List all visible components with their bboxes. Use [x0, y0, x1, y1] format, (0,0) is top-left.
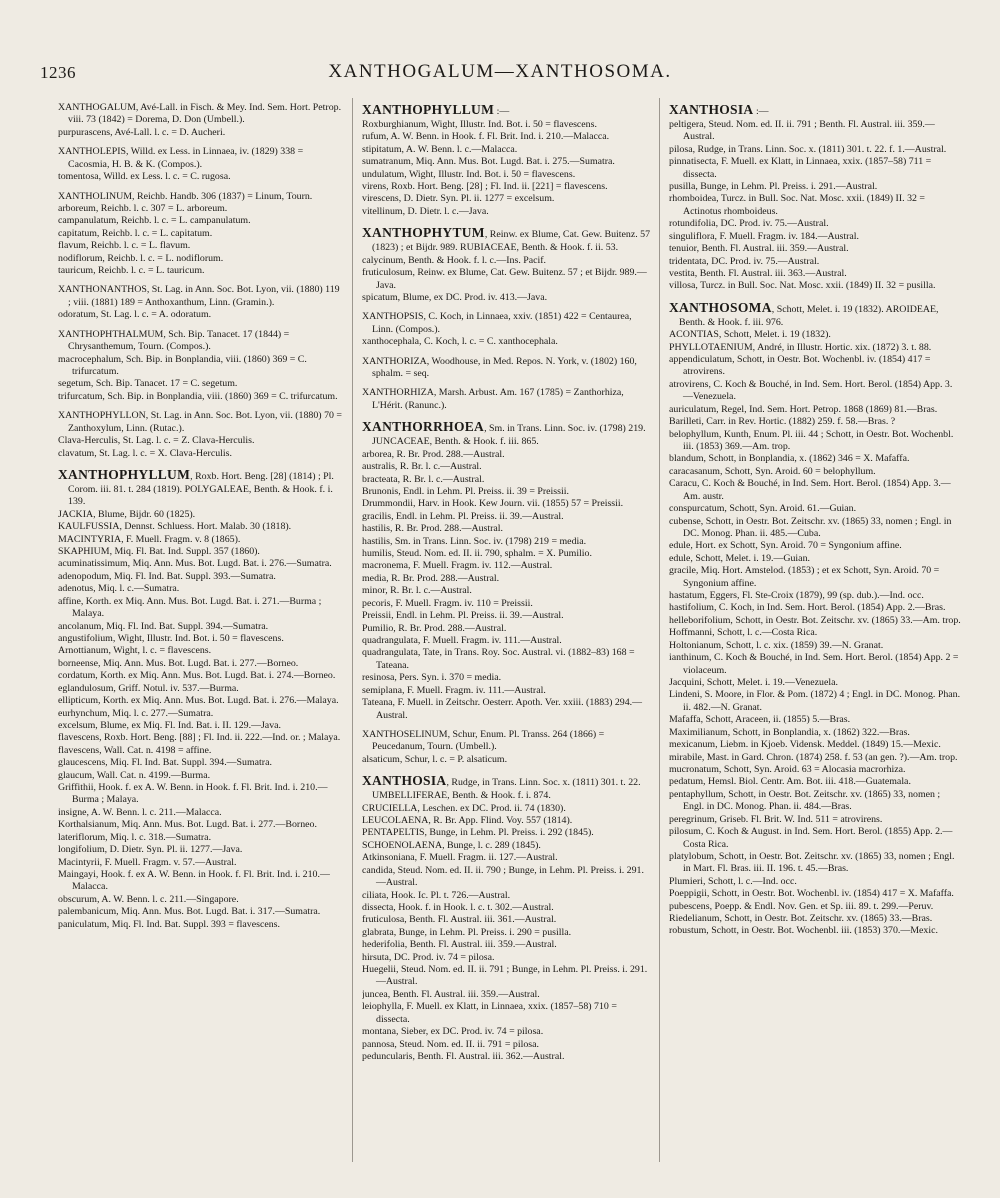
species-line: arboreum, Reichb. l. c. 307 = L. arboreum. [58, 202, 228, 214]
species-line: Clava-Herculis, St. Lag. l. c. = Z. Clava-Herculis. [58, 435, 255, 447]
species-line: Caracu, C. Koch & Bouché, in Ind. Sem. Hort. Berol. (1854) App. 3.—Am. austr. [669, 478, 951, 502]
species-line: auriculatum, Regel, Ind. Sem. Hort. Petrop. 1868 (1869) 81.—Bras. [669, 403, 938, 415]
index-entry [362, 419, 652, 722]
species-line: Maximilianum, Schott, in Bonplandia, x. (1862) 322.—Bras. [669, 726, 910, 738]
species-line: semiplana, F. Muell. Fragm. iv. 111.—Austral. [362, 684, 546, 696]
species-line: pilosum, C. Koch & August. in Ind. Sem. Hort. Berol. (1855) App. 2.—Costa Rica. [669, 826, 953, 850]
species-line: australis, R. Br. l. c.—Austral. [362, 461, 482, 473]
index-entry [362, 356, 652, 381]
species-line: Drummondii, Harv. in Hook. Kew Journ. vii. (1855) 57 = Preissii. [362, 498, 624, 510]
species-line: vitellinum, D. Dietr. l. c.—Java. [362, 205, 489, 217]
species-line: dissecta, Hook. f. in Hook. l. c. t. 302.—Austral. [362, 901, 554, 913]
species-line: blandum, Schott, in Bonplandia, x. (1862) 346 = X. Mafaffa. [669, 453, 910, 465]
species-line: Pumilio, R. Br. Prod. 288.—Austral. [362, 622, 507, 634]
species-line: peregrinum, Griseb. Fl. Brit. W. Ind. 511 = atrovirens. [669, 813, 883, 825]
species-line: hirsuta, DC. Prod. iv. 74 = pilosa. [362, 951, 495, 963]
species-line: Tateana, F. Muell. in Zeitschr. Oesterr. Apoth. Ver. xxiii. (1883) 294.—Austral. [362, 697, 642, 721]
species-line: edule, Hort. ex Schott, Syn. Aroid. 70 = Syngonium affine. [669, 540, 902, 552]
index-entry [58, 329, 342, 404]
species-line: Roxburghianum, Wight, Illustr. Ind. Bot. i. 50 = flavescens. [362, 118, 597, 130]
column-3 [669, 102, 961, 1168]
species-line: Riedelianum, Schott, in Oestr. Bot. Zeitschr. xv. (1865) 33.—Bras. [669, 913, 933, 925]
species-line: mucronatum, Schott, Syn. Aroid. 63 = Alocasia macrorhiza. [669, 763, 906, 775]
index-entry [669, 102, 961, 293]
species-line: Jacquini, Schott, Melet. i. 19.—Venezuela. [669, 677, 838, 689]
index-entry [362, 387, 652, 412]
species-line: sumatranum, Miq. Ann. Mus. Bot. Lugd. Bat. i. 275.—Sumatra. [362, 156, 615, 168]
page-number: 1236 [40, 63, 76, 82]
species-line: pannosa, Steud. Nom. ed. II. ii. 791 = pilosa. [362, 1038, 539, 1050]
index-entry [58, 410, 342, 460]
species-line: bracteata, R. Br. l. c.—Austral. [362, 473, 485, 485]
genus-heading: XANTHOPHTHALMUM, Sch. Bip. Tanacet. 17 (1844) = Chrysanthemum, Tourn. (Compos.). [58, 328, 290, 353]
genus-heading: XANTHORHIZA, Marsh. Arbust. Am. 167 (1785) = Zanthorhiza, L'Hérit. (Ranunc.). [362, 387, 624, 411]
genus-heading: XANTHOPHYTUM, Reinw. ex Blume, Cat. Gew. Buitenz. 57 (1823) ; et Bijdr. 989. RUBIACEAE, Benth. & Hook. f. ii. 53. [362, 225, 651, 254]
species-line: segetum, Sch. Bip. Tanacet. 17 = C. segetum. [58, 378, 238, 390]
species-line: glaucescens, Miq. Fl. Ind. Bat. Suppl. 394.—Sumatra. [58, 757, 272, 769]
species-line: candida, Steud. Nom. ed. II. ii. 790 ; Bunge, in Lehm. Pl. Preiss. i. 291.—Austral. [362, 864, 644, 889]
genus-heading: XANTHOLEPIS, Willd. ex Less. in Linnaea, iv. (1829) 338 = Cacosmia, H. B. & K. (Compos.). [58, 146, 304, 170]
species-line: glaucum, Wall. Cat. n. 4199.—Burma. [58, 769, 211, 781]
species-line: montana, Sieber, ex DC. Prod. iv. 74 = pilosa. [362, 1026, 544, 1038]
species-line: lateriflorum, Miq. l. c. 318.—Sumatra. [58, 831, 212, 843]
species-line: caracasanum, Schott, Syn. Aroid. 60 = belophyllum. [669, 465, 876, 477]
species-line: affine, Korth. ex Miq. Ann. Mus. Bot. Lugd. Bat. i. 271.—Burma ; Malaya. [58, 595, 322, 620]
species-line: odoratum, St. Lag. l. c. = A. odoratum. [58, 309, 212, 321]
index-entry [58, 146, 342, 183]
species-line: Barilleti, Carr. in Rev. Hortic. (1882) 259. f. 58.—Bras. ? [669, 416, 896, 428]
species-line: Poeppigii, Schott, in Oestr. Bot. Wochenbl. iv. (1854) 417 = X. Mafaffa. [669, 888, 954, 900]
species-line: palembanicum, Miq. Ann. Mus. Bot. Lugd. Bat. i. 317.—Sumatra. [58, 906, 321, 918]
index-entry [58, 102, 342, 139]
species-line: singuliflora, F. Muell. Fragm. iv. 184.—Austral. [669, 230, 860, 242]
species-line: robustum, Schott, in Oestr. Bot. Wochenbl. iii. (1853) 370.—Mexic. [669, 925, 938, 937]
species-line: macrocephalum, Sch. Bip. in Bonplandia, viii. (1860) 369 = C. trifurcatum. [58, 353, 307, 378]
index-entry [362, 225, 652, 304]
species-line: hastilis, R. Br. Prod. 288.—Austral. [362, 523, 503, 535]
species-line: longifolium, D. Dietr. Syn. Pl. ii. 1277.—Java. [58, 844, 243, 856]
genus-heading: XANTHOPHYLLUM :— [362, 102, 510, 117]
species-line: tenuior, Benth. Fl. Austral. iii. 359.—Austral. [669, 243, 849, 255]
species-line: platylobum, Schott, in Oestr. Bot. Zeitschr. xv. (1865) 33, nomen ; Engl. in Mart. Fl. Bras. iii. II. 196. t. 45.—Bras. [669, 850, 955, 875]
species-line: pecoris, F. Muell. Fragm. iv. 110 = Preissii. [362, 597, 533, 609]
species-line: edule, Schott, Melet. i. 19.—Guian. [669, 552, 810, 564]
species-line: flavum, Reichb. l. c. = L. flavum. [58, 240, 191, 252]
species-line: flavescens, Roxb. Hort. Beng. [88] ; Fl. Ind. ii. 222.—Ind. or. ; Malaya. [58, 732, 341, 744]
species-line: PHYLLOTAENIUM, André, in Illustr. Hortic. xix. (1872) 3. t. 88. [669, 341, 932, 353]
genus-heading: XANTHORIZA, Woodhouse, in Med. Repos. N. York, v. (1802) 160, sphalm. = seq. [362, 355, 637, 380]
genus-heading: XANTHOSIA, Rudge, in Trans. Linn. Soc. x. (1811) 301. t. 22. UMBELLIFERAE, Benth. & Hook. f. i. 874. [362, 773, 641, 802]
species-line: insigne, A. W. Benn. l. c. 211.—Malacca. [58, 806, 222, 818]
species-line: Atkinsoniana, F. Muell. Fragm. ii. 127.—Austral. [362, 852, 558, 864]
index-entry [58, 191, 342, 278]
species-line: ciliata, Hook. Ic. Pl. t. 726.—Austral. [362, 889, 511, 901]
genus-heading: XANTHORRHOEA, Sm. in Trans. Linn. Soc. iv. (1798) 219. JUNCACEAE, Benth. & Hook. f. iii. 865. [362, 419, 646, 448]
column-2 [362, 102, 652, 1168]
species-line: tomentosa, Willd. ex Less. l. c. = C. rugosa. [58, 171, 231, 183]
species-line: angustifolium, Wight, Illustr. Ind. Bot. i. 50 = flavescens. [58, 632, 284, 644]
index-entry [362, 773, 652, 1063]
column-divider [659, 98, 660, 1162]
species-line: gracile, Miq. Hort. Amstelod. (1853) ; et ex Schott, Syn. Aroid. 70 = Syngonium affine. [669, 565, 940, 589]
species-line: pinnatisecta, F. Muell. ex Klatt, in Linnaea, xxix. (1857–58) 711 = dissecta. [669, 156, 932, 180]
species-line: excelsum, Blume, ex Miq. Fl. Ind. Bat. i. II. 129.—Java. [58, 719, 281, 731]
species-line: fruticulosum, Reinw. ex Blume, Cat. Gew. Buitenz. 57 ; et Bijdr. 989.—Java. [362, 267, 647, 291]
species-line: helleborifolium, Schott, in Oestr. Bot. Zeitschr. xv. (1865) 33.—Am. trop. [669, 614, 961, 626]
species-line: ianthinum, C. Koch & Bouché, in Ind. Sem. Hort. Berol. (1854) App. 2 = violaceum. [669, 652, 959, 676]
index-entry [58, 467, 342, 931]
species-line: Lindeni, S. Moore, in Flor. & Pom. (1872) 4 ; Engl. in DC. Monog. Phan. ii. 482.—N. Granat. [669, 689, 961, 713]
species-line: quadrangulata, Tate, in Trans. Roy. Soc. Austral. vi. (1882–83) 168 = Tateana. [362, 647, 635, 671]
genus-heading: XANTHOPSIS, C. Koch, in Linnaea, xxiv. (1851) 422 = Centaurea, Linn. (Compos.). [362, 311, 632, 335]
species-line: hastilis, Sm. in Trans. Linn. Soc. iv. (1798) 219 = media. [362, 535, 587, 547]
species-line: Griffithii, Hook. f. ex A. W. Benn. in Hook. f. Fl. Brit. Ind. i. 210.—Burma ; Malaya. [58, 782, 328, 806]
species-line: adenopodum, Miq. Fl. Ind. Bat. Suppl. 393.—Sumatra. [58, 570, 276, 582]
species-line: CRUCIELLA, Leschen. ex DC. Prod. ii. 74 (1830). [362, 802, 566, 814]
species-line: media, R. Br. Prod. 288.—Austral. [362, 572, 500, 584]
species-line: MACINTYRIA, F. Muell. Fragm. v. 8 (1865). [58, 533, 241, 545]
species-line: stipitatum, A. W. Benn. l. c.—Malacca. [362, 143, 518, 155]
species-line: humilis, Steud. Nom. ed. II. ii. 790, sphalm. = X. Pumilio. [362, 548, 592, 560]
species-line: rhomboidea, Turcz. in Bull. Soc. Nat. Mosc. xxii. (1849) II. 32 = Actinotus rhomboideus. [669, 193, 925, 217]
index-entry [362, 729, 652, 766]
species-line: obscurum, A. W. Benn. l. c. 211.—Singapore. [58, 893, 239, 905]
species-line: Holtonianum, Schott, l. c. xix. (1859) 39.—N. Granat. [669, 639, 884, 651]
column-divider [352, 98, 353, 1162]
species-line: capitatum, Reichb. l. c. = L. capitatum. [58, 227, 213, 239]
genus-heading: XANTHOSELINUM, Schur, Enum. Pl. Transs. 264 (1866) = Peucedanum, Tourn. (Umbell.). [362, 728, 605, 753]
species-line: peduncularis, Benth. Fl. Austral. iii. 362.—Austral. [362, 1051, 565, 1063]
species-line: minor, R. Br. l. c.—Austral. [362, 585, 472, 597]
genus-heading: XANTHOGALUM, Avé-Lall. in Fisch. & Mey. Ind. Sem. Hort. Petrop. viii. 73 (1842) = Dorema, D. Don (Umbell.). [58, 102, 342, 126]
running-head: XANTHOGALUM—XANTHOSOMA. [328, 61, 672, 82]
species-line: nodiflorum, Reichb. l. c. = L. nodiflorum. [58, 252, 224, 264]
species-line: gracilis, Endl. in Lehm. Pl. Preiss. ii. 39.—Austral. [362, 510, 564, 522]
genus-heading: XANTHOSIA :— [669, 102, 769, 117]
species-line: peltigera, Steud. Nom. ed. II. ii. 791 ; Benth. Fl. Austral. iii. 359.—Austral. [669, 118, 935, 143]
species-line: mirabile, Mast. in Gard. Chron. (1874) 258. f. 53 (an gen. ?).—Am. trop. [669, 751, 958, 763]
species-line: Maingayi, Hook. f. ex A. W. Benn. in Hook. f. Fl. Brit. Ind. i. 210.—Malacca. [58, 868, 330, 893]
species-line: alsaticum, Schur, l. c. = P. alsaticum. [362, 753, 508, 765]
species-line: cubense, Schott, in Oestr. Bot. Zeitschr. xv. (1865) 33, nomen ; Engl. in DC. Monog. Phan. ii. 485.—Cuba. [669, 515, 952, 539]
species-line: ACONTIAS, Schott, Melet. i. 19 (1832). [669, 329, 831, 341]
species-line: hastatum, Eggers, Fl. Ste-Croix (1879), 99 (sp. dub.).—Ind. occ. [669, 590, 924, 602]
index-entry [362, 102, 652, 218]
species-line: vestita, Benth. Fl. Austral. iii. 363.—Austral. [669, 268, 847, 279]
genus-heading: XANTHOPHYLLUM, Roxb. Hort. Beng. [28] (1814) ; Pl. Corom. iii. 81. t. 284 (1819). POLYGALEAE, Benth. & Hook. f. i. 139. [58, 466, 334, 508]
species-line: Brunonis, Endl. in Lehm. Pl. Preiss. ii. 39 = Preissii. [362, 485, 569, 497]
species-line: atrovirens, C. Koch & Bouché, in Ind. Sem. Hort. Berol. (1854) App. 3.—Venezuela. [669, 378, 953, 403]
species-line: spicatum, Blume, ex DC. Prod. iv. 413.—Java. [362, 291, 548, 303]
genus-heading: XANTHONANTHOS, St. Lag. in Ann. Soc. Bot. Lyon, vii. (1880) 119 ; viii. (1881) 189 = Anthoxanthum, Linn. (Gramin.). [58, 284, 340, 308]
species-line: pubescens, Poepp. & Endl. Nov. Gen. et Sp. iii. 89. t. 299.—Peruv. [669, 900, 934, 912]
species-line: virens, Roxb. Hort. Beng. [28] ; Fl. Ind. ii. [221] = flavescens. [362, 181, 608, 193]
species-line: conspurcatum, Schott, Syn. Aroid. 61.—Guian. [669, 503, 857, 515]
index-entry [58, 284, 342, 321]
species-line: mexicanum, Liebm. in Kjoeb. Vidensk. Meddel. (1849) 15.—Mexic. [669, 739, 941, 751]
species-line: appendiculatum, Schott, in Oestr. Bot. Wochenbl. iv. (1854) 417 = atrovirens. [669, 354, 931, 378]
species-line: Huegelii, Steud. Nom. ed. II. ii. 791 ; Bunge, in Lehm. Pl. Preiss. i. 291.—Austral. [362, 964, 648, 988]
species-line: PENTAPELTIS, Bunge, in Lehm. Pl. Preiss. i. 292 (1845). [362, 827, 594, 839]
species-line: glabrata, Bunge, in Lehm. Pl. Preiss. i. 290 = pusilla. [362, 926, 572, 938]
species-line: Korthalsianum, Miq. Ann. Mus. Bot. Lugd. Bat. i. 277.—Borneo. [58, 819, 317, 831]
column-1 [58, 102, 342, 1168]
species-line: tridentata, DC. Prod. iv. 75.—Austral. [669, 255, 820, 267]
species-line: purpurascens, Avé-Lall. l. c. = D. Aucheri. [58, 126, 226, 138]
species-line: rotundifolia, DC. Prod. iv. 75.—Austral. [669, 218, 829, 230]
index-entry [669, 300, 961, 938]
species-line: hastifolium, C. Koch, in Ind. Sem. Hort. Berol. (1854) App. 2.—Bras. [669, 602, 946, 614]
species-line: pentaphyllum, Schott, in Oestr. Bot. Zeitschr. xv. (1865) 33, nomen ; Engl. in DC. Monog. Phan. ii. 484.—Bras. [669, 788, 941, 813]
species-line: arborea, R. Br. Prod. 288.—Austral. [362, 448, 505, 460]
species-line: macronema, F. Muell. Fragm. iv. 112.—Austral. [362, 560, 553, 572]
species-line: fruticulosa, Benth. Fl. Austral. iii. 361.—Austral. [362, 914, 557, 926]
species-line: paniculatum, Miq. Fl. Ind. Bat. Suppl. 393 = flavescens. [58, 918, 280, 930]
species-line: Preissii, Endl. in Lehm. Pl. Preiss. ii. 39.—Austral. [362, 610, 564, 622]
species-line: xanthocephala, C. Koch, l. c. = C. xanthocephala. [362, 336, 558, 348]
species-line: rufum, A. W. Benn. in Hook. f. Fl. Brit. Ind. i. 210.—Malacca. [362, 131, 610, 143]
species-line: pusilla, Bunge, in Lehm. Pl. Preiss. i. 291.—Austral. [669, 181, 878, 193]
species-line: borneense, Miq. Ann. Mus. Bot. Lugd. Bat. i. 277.—Borneo. [58, 657, 299, 669]
species-line: cordatum, Korth. ex Miq. Ann. Mus. Bot. Lugd. Bat. i. 274.—Borneo. [58, 670, 336, 682]
species-line: tauricum, Reichb. l. c. = L. tauricum. [58, 265, 205, 277]
species-line: campanulatum, Reichb. l. c. = L. campanulatum. [58, 215, 251, 227]
species-line: hederifolia, Benth. Fl. Austral. iii. 359.—Austral. [362, 939, 557, 951]
genus-heading: XANTHOLINUM, Reichb. Handb. 306 (1837) = Linum, Tourn. [58, 190, 313, 202]
species-line: Macintyrii, F. Muell. Fragm. v. 57.—Austral. [58, 856, 237, 868]
species-line: Plumieri, Schott, l. c.—Ind. occ. [669, 875, 797, 887]
species-line: quadrangulata, F. Muell. Fragm. iv. 111.—Austral. [362, 635, 562, 646]
species-line: eurhynchum, Miq. l. c. 277.—Sumatra. [58, 707, 214, 719]
species-line: JACKIA, Blume, Bijdr. 60 (1825). [58, 508, 196, 520]
species-line: pedatum, Hemsl. Biol. Centr. Am. Bot. iii. 418.—Guatemala. [669, 776, 911, 788]
species-line: trifurcatum, Sch. Bip. in Bonplandia, viii. (1860) 369 = C. trifurcatum. [58, 390, 338, 402]
species-line: resinosa, Pers. Syn. i. 370 = media. [362, 672, 502, 684]
species-line: KAULFUSSIA, Dennst. Schluess. Hort. Malab. 30 (1818). [58, 521, 292, 533]
species-line: SKAPHIUM, Miq. Fl. Bat. Ind. Suppl. 357 (1860). [58, 546, 260, 558]
species-line: Arnottianum, Wight, l. c. = flavescens. [58, 645, 212, 657]
species-line: acuminatissimum, Miq. Ann. Mus. Bot. Lugd. Bat. i. 276.—Sumatra. [58, 558, 332, 570]
species-line: clavatum, St. Lag. l. c. = X. Clava-Herculis. [58, 447, 232, 459]
genus-heading: XANTHOPHYLLON, St. Lag. in Ann. Soc. Bot. Lyon, vii. (1880) 70 = Zanthoxylum, Linn. (Rutac.). [58, 410, 342, 434]
species-line: belophyllum, Kunth, Enum. Pl. iii. 44 ; Schott, in Oestr. Bot. Wochenbl. iii. (1853) 369.—Am. trop. [669, 428, 954, 452]
species-line: flavescens, Wall. Cat. n. 4198 = affine. [58, 744, 212, 756]
species-line: leiophylla, F. Muell. ex Klatt, in Linnaea, xxix. (1857–58) 710 = dissecta. [362, 1001, 617, 1025]
species-line: adenotus, Miq. l. c.—Sumatra. [58, 583, 180, 595]
genus-heading: XANTHOSOMA, Schott, Melet. i. 19 (1832). AROIDEAE, Benth. & Hook. f. iii. 976. [669, 299, 939, 328]
species-line: SCHOENOLAENA, Bunge, l. c. 289 (1845). [362, 839, 541, 851]
species-line: eglandulosum, Griff. Notul. iv. 537.—Burma. [58, 682, 239, 694]
species-line: pilosa, Rudge, in Trans. Linn. Soc. x. (1811) 301. t. 22. f. 1.—Austral. [669, 143, 947, 155]
species-line: ancolanum, Miq. Fl. Ind. Bat. Suppl. 394.—Sumatra. [58, 620, 269, 632]
species-line: Mafaffa, Schott, Araceen, ii. (1855) 5.—Bras. [669, 714, 851, 726]
species-line: LEUCOLAENA, R. Br. App. Flind. Voy. 557 (1814). [362, 815, 573, 826]
index-entry [362, 311, 652, 348]
species-line: villosa, Turcz. in Bull. Soc. Nat. Mosc. xxii. (1849) II. 32 = pusilla. [669, 280, 936, 292]
species-line: ellipticum, Korth. ex Miq. Ann. Mus. Bot. Lugd. Bat. i. 276.—Malaya. [58, 695, 339, 707]
species-line: juncea, Benth. Fl. Austral. iii. 359.—Austral. [362, 988, 540, 1000]
species-line: virescens, D. Dietr. Syn. Pl. ii. 1277 = excelsum. [362, 193, 555, 205]
species-line: calycinum, Benth. & Hook. f. l. c.—Ins. Pacif. [362, 254, 547, 266]
species-line: undulatum, Wight, Illustr. Ind. Bot. i. 50 = flavescens. [362, 168, 576, 180]
species-line: Hoffmanni, Schott, l. c.—Costa Rica. [669, 627, 818, 639]
